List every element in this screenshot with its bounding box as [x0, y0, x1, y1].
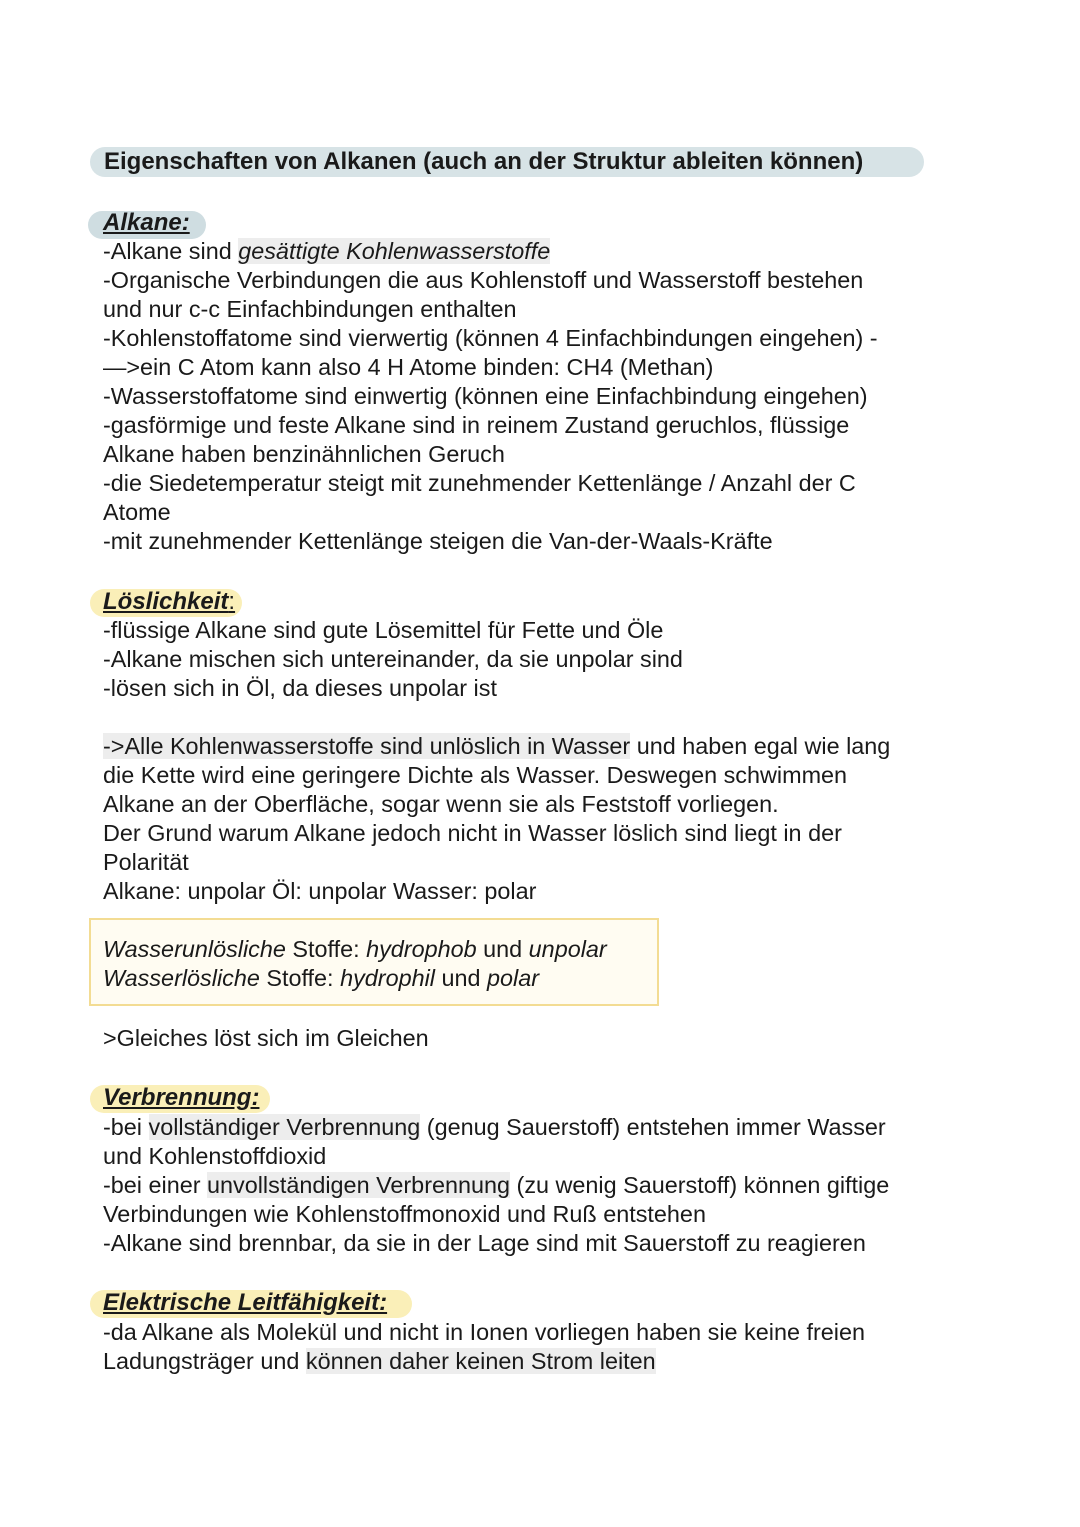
alkane-line-5: —>ein C Atom kann also 4 H Atome binden: CH4 (Methan) — [103, 354, 714, 380]
loeslichkeit-para-line-6: Alkane: unpolar Öl: unpolar Wasser: polar — [103, 878, 537, 904]
leitfaehigkeit-line-2: Ladungsträger und können daher keinen Strom leiten — [103, 1348, 656, 1374]
note-line-1: Wasserunlösliche Stoffe: hydrophob und unpolar — [103, 936, 607, 962]
alkane-line-11: -mit zunehmender Kettenlänge steigen die Van-der-Waals-Kräfte — [103, 528, 773, 554]
note-line-2: Wasserlösliche Stoffe: hydrophil und polar — [103, 965, 540, 991]
no-current-highlight: können daher keinen Strom leiten — [305, 1348, 656, 1374]
verbrennung-line-1: -bei vollständiger Verbrennung (genug Sauerstoff) entstehen immer Wasser — [103, 1114, 886, 1140]
loeslichkeit-para-line-4: Der Grund warum Alkane jedoch nicht in Wasser löslich sind liegt in der — [103, 820, 842, 846]
alkane-line-9: -die Siedetemperatur steigt mit zunehmender Kettenlänge / Anzahl der C — [103, 470, 856, 496]
like-dissolves-like: >Gleiches löst sich im Gleichen — [103, 1025, 429, 1051]
verbrennung-line-5: -Alkane sind brennbar, da sie in der Lage sind mit Sauerstoff zu reagieren — [103, 1230, 866, 1256]
alkane-line-8: Alkane haben benzinähnlichen Geruch — [103, 441, 505, 467]
loeslichkeit-line-1: -flüssige Alkane sind gute Lösemittel für Fette und Öle — [103, 617, 664, 643]
insoluble-in-water-highlight: ->Alle Kohlenwasserstoffe sind unlöslich in Wasser — [103, 733, 631, 759]
alkane-line-4: -Kohlenstoffatome sind vierwertig (können 4 Einfachbindungen eingehen) - — [103, 325, 878, 351]
saturated-hydrocarbons-highlight: gesättigte Kohlenwasserstoffe — [238, 238, 551, 264]
page-title: Eigenschaften von Alkanen (auch an der Struktur ableiten können) — [104, 148, 864, 175]
alkane-line-2: -Organische Verbindungen die aus Kohlenstoff und Wasserstoff bestehen — [103, 267, 864, 293]
verbrennung-line-3: -bei einer unvollständigen Verbrennung (zu wenig Sauerstoff) können giftige — [103, 1172, 890, 1198]
loeslichkeit-line-2: -Alkane mischen sich untereinander, da sie unpolar sind — [103, 646, 683, 672]
loeslichkeit-heading: Löslichkeit: — [103, 588, 236, 615]
alkane-line-6: -Wasserstoffatome sind einwertig (können eine Einfachbindung eingehen) — [103, 383, 868, 409]
verbrennung-line-4: Verbindungen wie Kohlenstoffmonoxid und Ruß entstehen — [103, 1201, 706, 1227]
incomplete-combustion-highlight: unvollständigen Verbrennung — [207, 1172, 511, 1198]
loeslichkeit-para-line-5: Polarität — [103, 849, 189, 875]
alkane-line-10: Atome — [103, 499, 171, 525]
loeslichkeit-para-line-2: die Kette wird eine geringere Dichte als Wasser. Deswegen schwimmen — [103, 762, 848, 788]
loeslichkeit-para-line-3: Alkane an der Oberfläche, sogar wenn sie als Feststoff vorliegen. — [103, 791, 779, 817]
alkane-line-1: -Alkane sind gesättigte Kohlenwasserstoffe — [103, 238, 551, 264]
leitfaehigkeit-line-1: -da Alkane als Molekül und nicht in Ionen vorliegen haben sie keine freien — [103, 1319, 865, 1345]
leitfaehigkeit-heading: Elektrische Leitfähigkeit: — [103, 1289, 388, 1316]
verbrennung-line-2: und Kohlenstoffdioxid — [103, 1143, 327, 1169]
verbrennung-heading: Verbrennung: — [103, 1084, 260, 1111]
alkane-heading: Alkane: — [103, 209, 190, 236]
alkane-line-7: -gasförmige und feste Alkane sind in reinem Zustand geruchlos, flüssige — [103, 412, 850, 438]
alkane-line-3: und nur c-c Einfachbindungen enthalten — [103, 296, 517, 322]
loeslichkeit-line-3: -lösen sich in Öl, da dieses unpolar ist — [103, 675, 497, 701]
complete-combustion-highlight: vollständiger Verbrennung — [148, 1114, 421, 1140]
loeslichkeit-para-line-1: ->Alle Kohlenwasserstoffe sind unlöslich in Wasser und haben egal wie lang — [103, 733, 891, 759]
